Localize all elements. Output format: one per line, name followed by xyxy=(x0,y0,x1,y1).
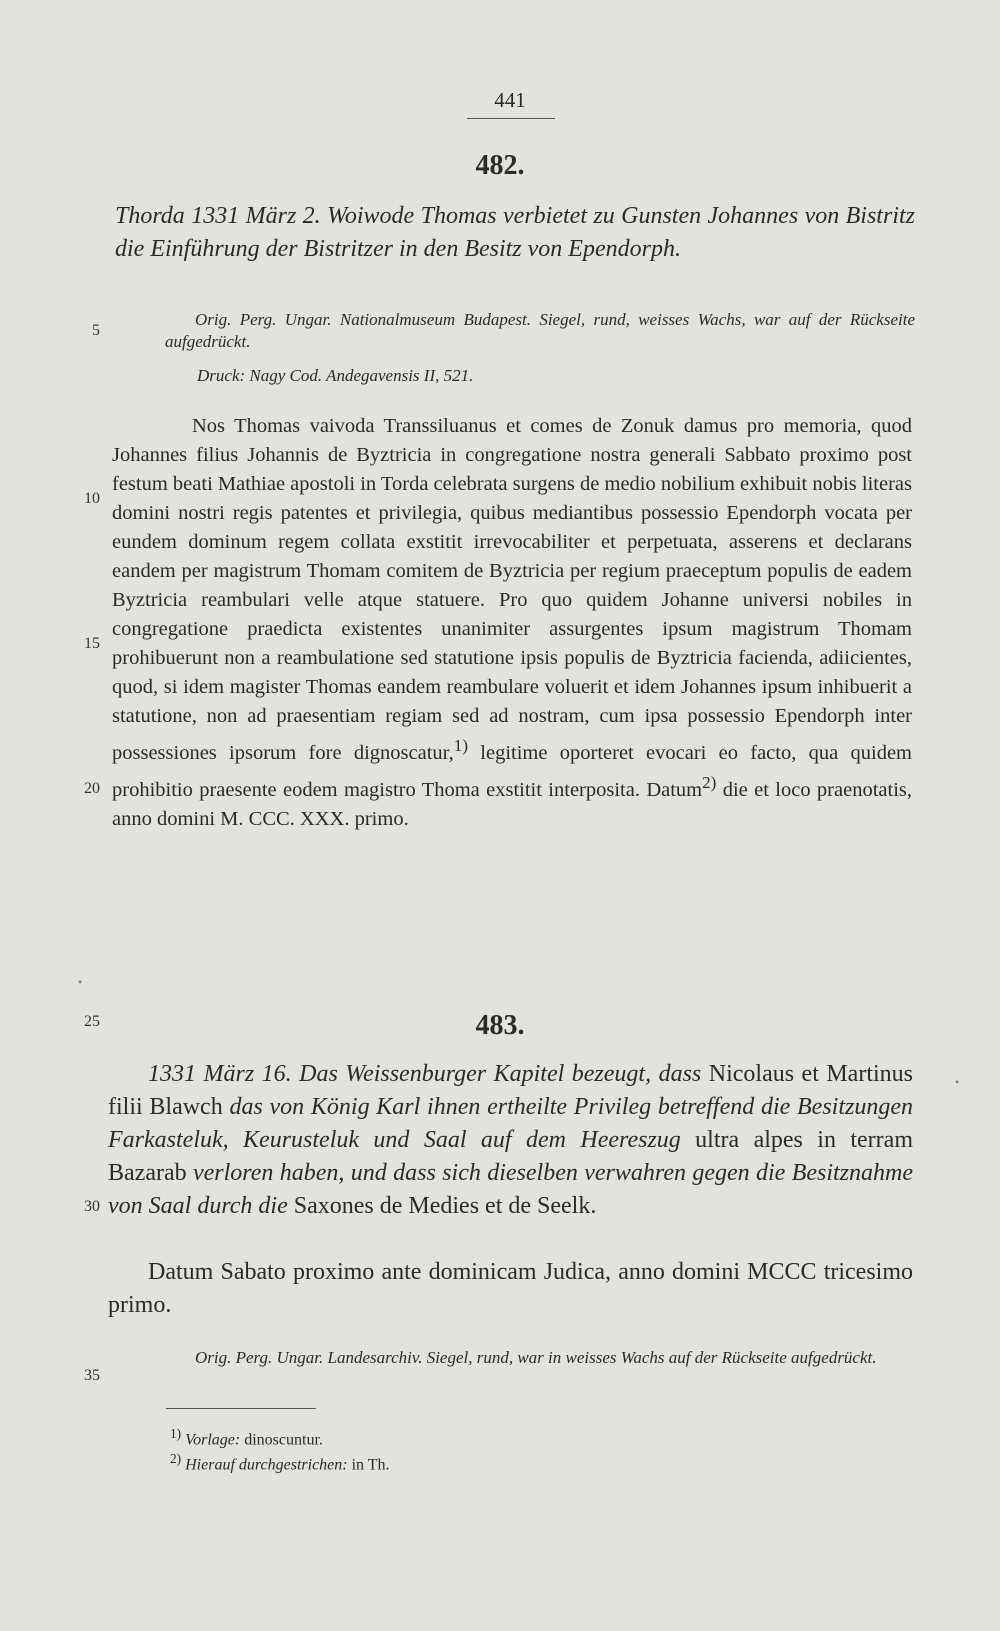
line-number-25: 25 xyxy=(84,1013,100,1030)
line-number-30: 30 xyxy=(84,1198,100,1215)
footnote-1-ref: 1) xyxy=(170,1426,182,1441)
provenance-483: Orig. Perg. Ungar. Landesarchiv. Siegel, rund, war in weisses Wachs auf der Rückseite aufgedrückt. xyxy=(195,1348,877,1367)
charter-text-482 xyxy=(112,412,912,834)
regest-483-loss: verloren haben, und dass sich dieselben verwahren gegen die Besitznahme von Saal durch die xyxy=(108,1160,914,1219)
regest-482: Thorda 1331 März 2. Woiwode Thomas verbietet zu Gunsten Johannes von Bistritz die Einführung der Bistritzer in den Besitz von Ependorph. xyxy=(115,203,915,262)
footnote-1-text: dinoscuntur. xyxy=(240,1431,323,1449)
regest-483-saxones: Saxones de Medies et de Seelk. xyxy=(287,1193,597,1219)
charter-text-482-part1: Nos Thomas vaivoda Transsiluanus et comes de Zonuk damus pro memoria, quod Johannes filius Johannis de Byztricia in congregatione nostra generali Sabbato proximo post festum beati Mathiae apostoli in Torda celebrata surgens de medio nobilium exhibuit nobis literas domini nostri regis patentes et privilegia, quibus mediantibus possessio Ependorph vocata per eundem dominum regem collata exstitit irrevocabiliter et perpetuata, asserens et declarans eandem per magistrum Thomam comitem de Byztricia per regium praeceptum populis de eadem Byztricia reambulari velle atque statuere. Pro quo quidem Johanne universi nobiles in congregatione praedicta existentes unanimiter assurgentes ipsum magistrum Thomam prohibuerunt non a reambulatione sed statutione ipsis populis de Byztricia facienda, adiicientes, quod, si idem magister Thomas eandem reambulare voluerit et idem Johannes ipsum inhibuerit a statutione, non ad praesentiam regiam sed ad nostram, cum ipsa possessio Ependorph inter possessiones ipsorum fore dignoscatur, xyxy=(112,415,912,764)
entry-number-482: 482. xyxy=(475,150,525,181)
datum-483: Datum Sabato proximo ante dominicam Judica, anno domini MCCC tricesimo primo. xyxy=(108,1259,913,1318)
footnote-ref-2[interactable]: 2) xyxy=(702,772,717,792)
print-reference-482: Druck: Nagy Cod. Andegavensis II, 521. xyxy=(197,366,474,385)
charter-text-482-part3: die et loco praenotatis, anno domini M. CCC. XXX. primo. xyxy=(112,778,912,830)
page-number: 441 xyxy=(494,88,526,112)
regest-483-names: Nicolaus et Martinus filii Blawch xyxy=(108,1061,914,1120)
entry-number-483: 483. xyxy=(475,1010,525,1041)
line-number-20: 20 xyxy=(84,780,100,797)
footnote-rule xyxy=(166,1408,316,1409)
footnote-1-label: Vorlage: xyxy=(185,1431,241,1449)
footnote-ref-1[interactable]: 1) xyxy=(453,736,469,755)
regest-483 xyxy=(108,1058,913,1223)
regest-483-privilege: das von König Karl ihnen ertheilte Privileg betreffend die Besitzungen Farkasteluk, Keurusteluk und Saal auf dem Heereszug xyxy=(108,1094,913,1153)
footnote-2-ref: 2) xyxy=(170,1451,182,1466)
regest-483-latin: ultra alpes in terram Bazarab xyxy=(108,1127,913,1186)
line-number-15: 15 xyxy=(84,635,100,652)
footnote-2 xyxy=(170,1447,390,1476)
speck-mark: • xyxy=(78,975,83,989)
provenance-482: Orig. Perg. Ungar. Nationalmuseum Budapest. Siegel, rund, weisses Wachs, war auf der Rückseite aufgedrückt. xyxy=(165,310,915,351)
footnote-2-text: in Th. xyxy=(347,1456,390,1474)
footnote-2-label: Hierauf durchgestrichen: xyxy=(185,1456,348,1474)
speck-mark: • xyxy=(955,1075,960,1089)
regest-483-intro: 1331 März 16. Das Weissenburger Kapitel bezeugt, dass xyxy=(148,1061,702,1087)
line-number-10: 10 xyxy=(84,490,100,507)
line-number-5: 5 xyxy=(92,322,100,339)
page-number-rule xyxy=(467,118,555,119)
charter-text-482-part2: legitime oporteret evocari eo facto, qua quidem prohibitio praesente eodem magistro Thoma exstitit interposita. Datum xyxy=(112,741,912,801)
line-number-35: 35 xyxy=(84,1367,100,1384)
